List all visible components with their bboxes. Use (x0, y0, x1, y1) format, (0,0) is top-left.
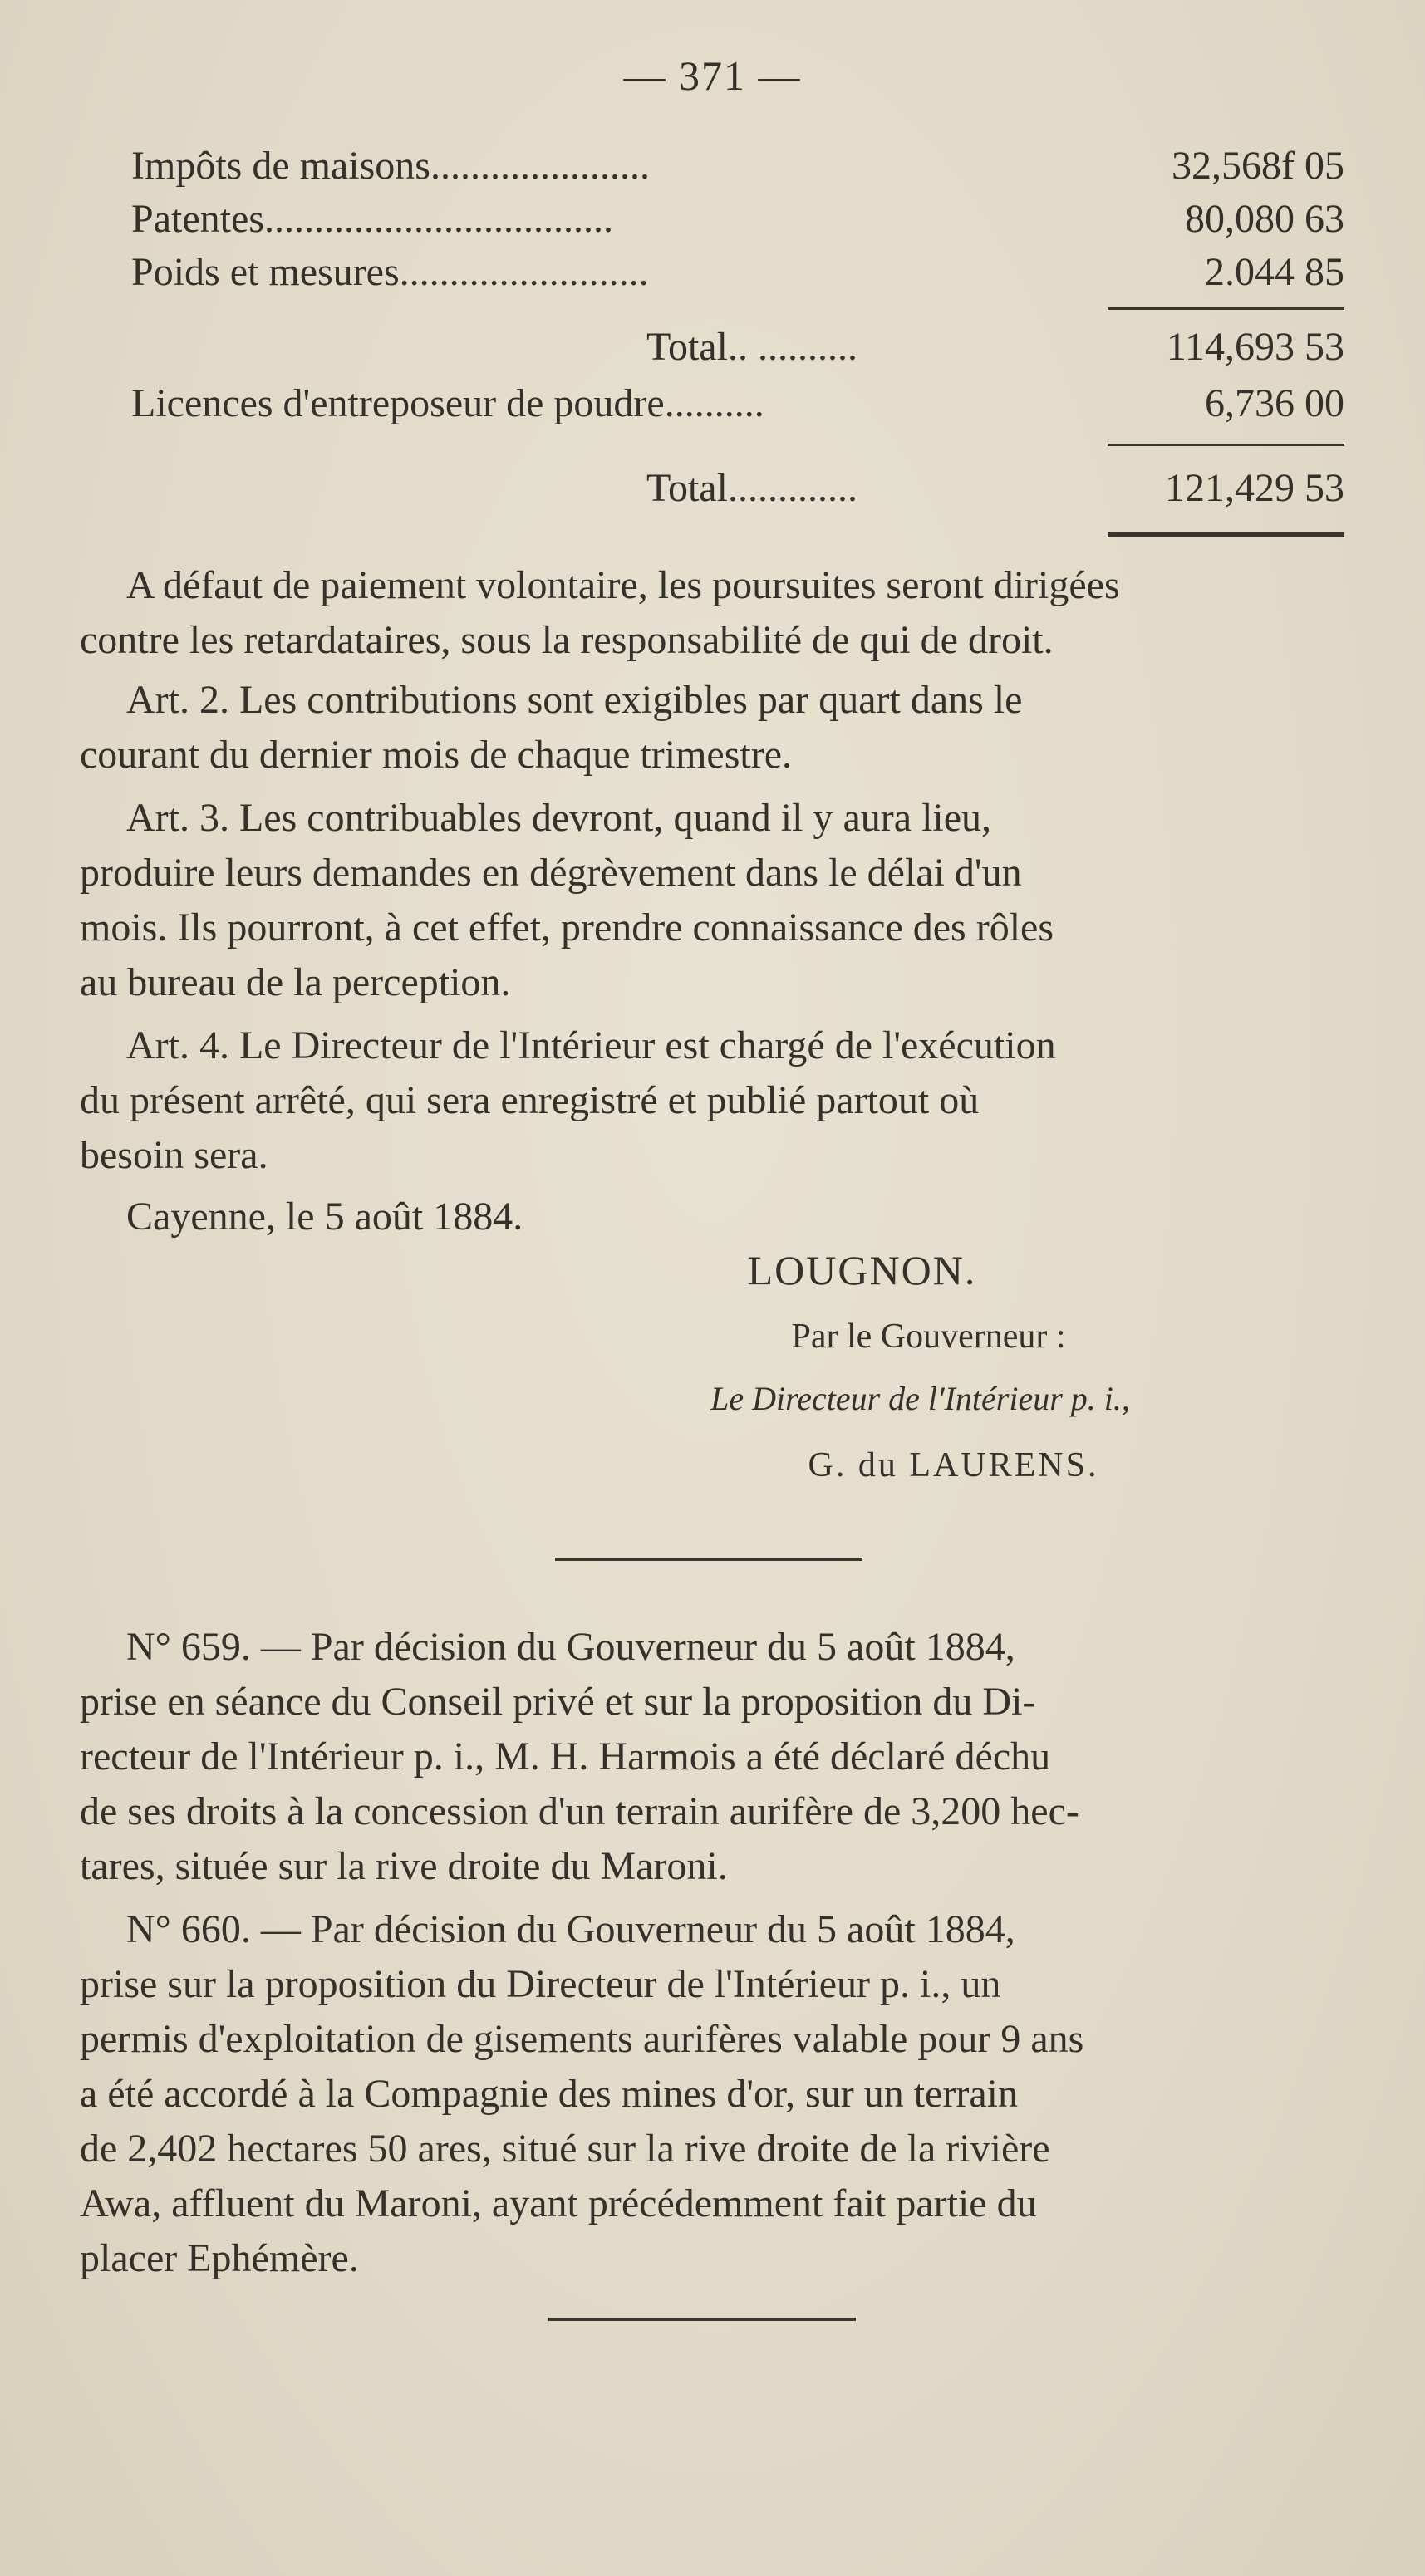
total-rule (1108, 444, 1344, 446)
ledger-total-label: Total............. (646, 466, 857, 510)
text-line: Awa, affluent du Maroni, ayant précédemment fait partie du (80, 2181, 1037, 2225)
ledger-amount: 32,568f 05 (1172, 144, 1344, 188)
text-line: produire leurs demandes en dégrèvement dans le délai d'un (80, 851, 1022, 895)
ledger-amount: 2.044 85 (1205, 250, 1344, 294)
ledger-total-amount: 114,693 53 (1166, 325, 1344, 369)
text-line: de 2,402 hectares 50 ares, situé sur la rive droite de la rivière (80, 2127, 1050, 2171)
signature-director-title: Le Directeur de l'Intérieur p. i., (710, 1380, 1130, 1417)
text-line: N° 660. — Par décision du Gouverneur du 5 août 1884, (126, 1907, 1015, 1951)
text-line: du présent arrêté, qui sera enregistré et publié partout où (80, 1078, 980, 1122)
text-line: A défaut de paiement volontaire, les poursuites seront dirigées (126, 563, 1120, 607)
ledger-row-total-2 (131, 465, 1344, 517)
text-line: prise en séance du Conseil privé et sur la proposition du Di- (80, 1680, 1036, 1724)
text-line: Art. 4. Le Directeur de l'Intérieur est chargé de l'exécution (126, 1023, 1056, 1067)
ledger-row-patentes (131, 196, 1344, 248)
text-line: recteur de l'Intérieur p. i., M. H. Harmois a été déclaré déchu (80, 1735, 1051, 1779)
text-line: permis d'exploitation de gisements aurifères valable pour 9 ans (80, 2017, 1084, 2061)
decision-659 (80, 1620, 1343, 1894)
ledger-row-licences (131, 380, 1344, 432)
text-line: de ses droits à la concession d'un terrain aurifère de 3,200 hec- (80, 1789, 1079, 1833)
ledger-total-amount: 121,429 53 (1165, 466, 1344, 510)
text-line: courant du dernier mois de chaque trimestre. (80, 733, 793, 777)
signature-par-le-gouverneur: Par le Gouverneur : (791, 1317, 1066, 1356)
text-line: Art. 3. Les contribuables devront, quand il y aura lieu, (126, 796, 992, 840)
text-line: placer Ephémère. (80, 2236, 359, 2280)
ledger-total-label: Total.. .......... (646, 325, 857, 369)
ledger-row-total-1 (131, 324, 1344, 375)
text-line: besoin sera. (80, 1133, 268, 1177)
section-separator (548, 2318, 856, 2321)
page-number: — 371 — (623, 52, 802, 99)
ledger-amount: 80,080 63 (1185, 197, 1344, 241)
ledger-row-poids (131, 249, 1344, 301)
ledger-label: Licences d'entreposeur de poudre.......... (131, 381, 764, 425)
text-line: contre les retardataires, sous la responsabilité de qui de droit. (80, 618, 1054, 662)
text-line: Cayenne, le 5 août 1884. (126, 1195, 523, 1239)
ledger-label: Impôts de maisons...................... (131, 144, 650, 188)
place-date-line (80, 1190, 1343, 1244)
text-line: tares, située sur la rive droite du Maroni. (80, 1844, 728, 1888)
section-separator (555, 1558, 862, 1561)
signature-official: G. du LAURENS. (808, 1446, 1099, 1484)
subtotal-rule (1108, 307, 1344, 310)
paragraph-defaut (80, 558, 1343, 668)
paragraph-article-3 (80, 791, 1343, 1010)
ledger-label: Poids et mesures......................... (131, 250, 649, 294)
ledger-amount: 6,736 00 (1205, 381, 1344, 425)
text-line: N° 659. — Par décision du Gouverneur du 5 août 1884, (126, 1625, 1015, 1669)
text-line: mois. Ils pourront, à cet effet, prendre connaissance des rôles (80, 905, 1054, 949)
paragraph-article-2 (80, 673, 1343, 783)
decision-660 (80, 1902, 1343, 2286)
paragraph-article-4 (80, 1018, 1343, 1183)
grand-total-rule (1108, 532, 1344, 537)
text-line: prise sur la proposition du Directeur de l'Intérieur p. i., un (80, 1962, 1001, 2006)
text-line: au bureau de la perception. (80, 960, 511, 1004)
text-line: a été accordé à la Compagnie des mines d'or, sur un terrain (80, 2072, 1018, 2116)
ledger-row-impots (131, 143, 1344, 194)
ledger-label: Patentes................................... (131, 197, 613, 241)
text-line: Art. 2. Les contributions sont exigibles par quart dans le (126, 678, 1023, 722)
signature-governor: LOUGNON. (747, 1247, 977, 1293)
